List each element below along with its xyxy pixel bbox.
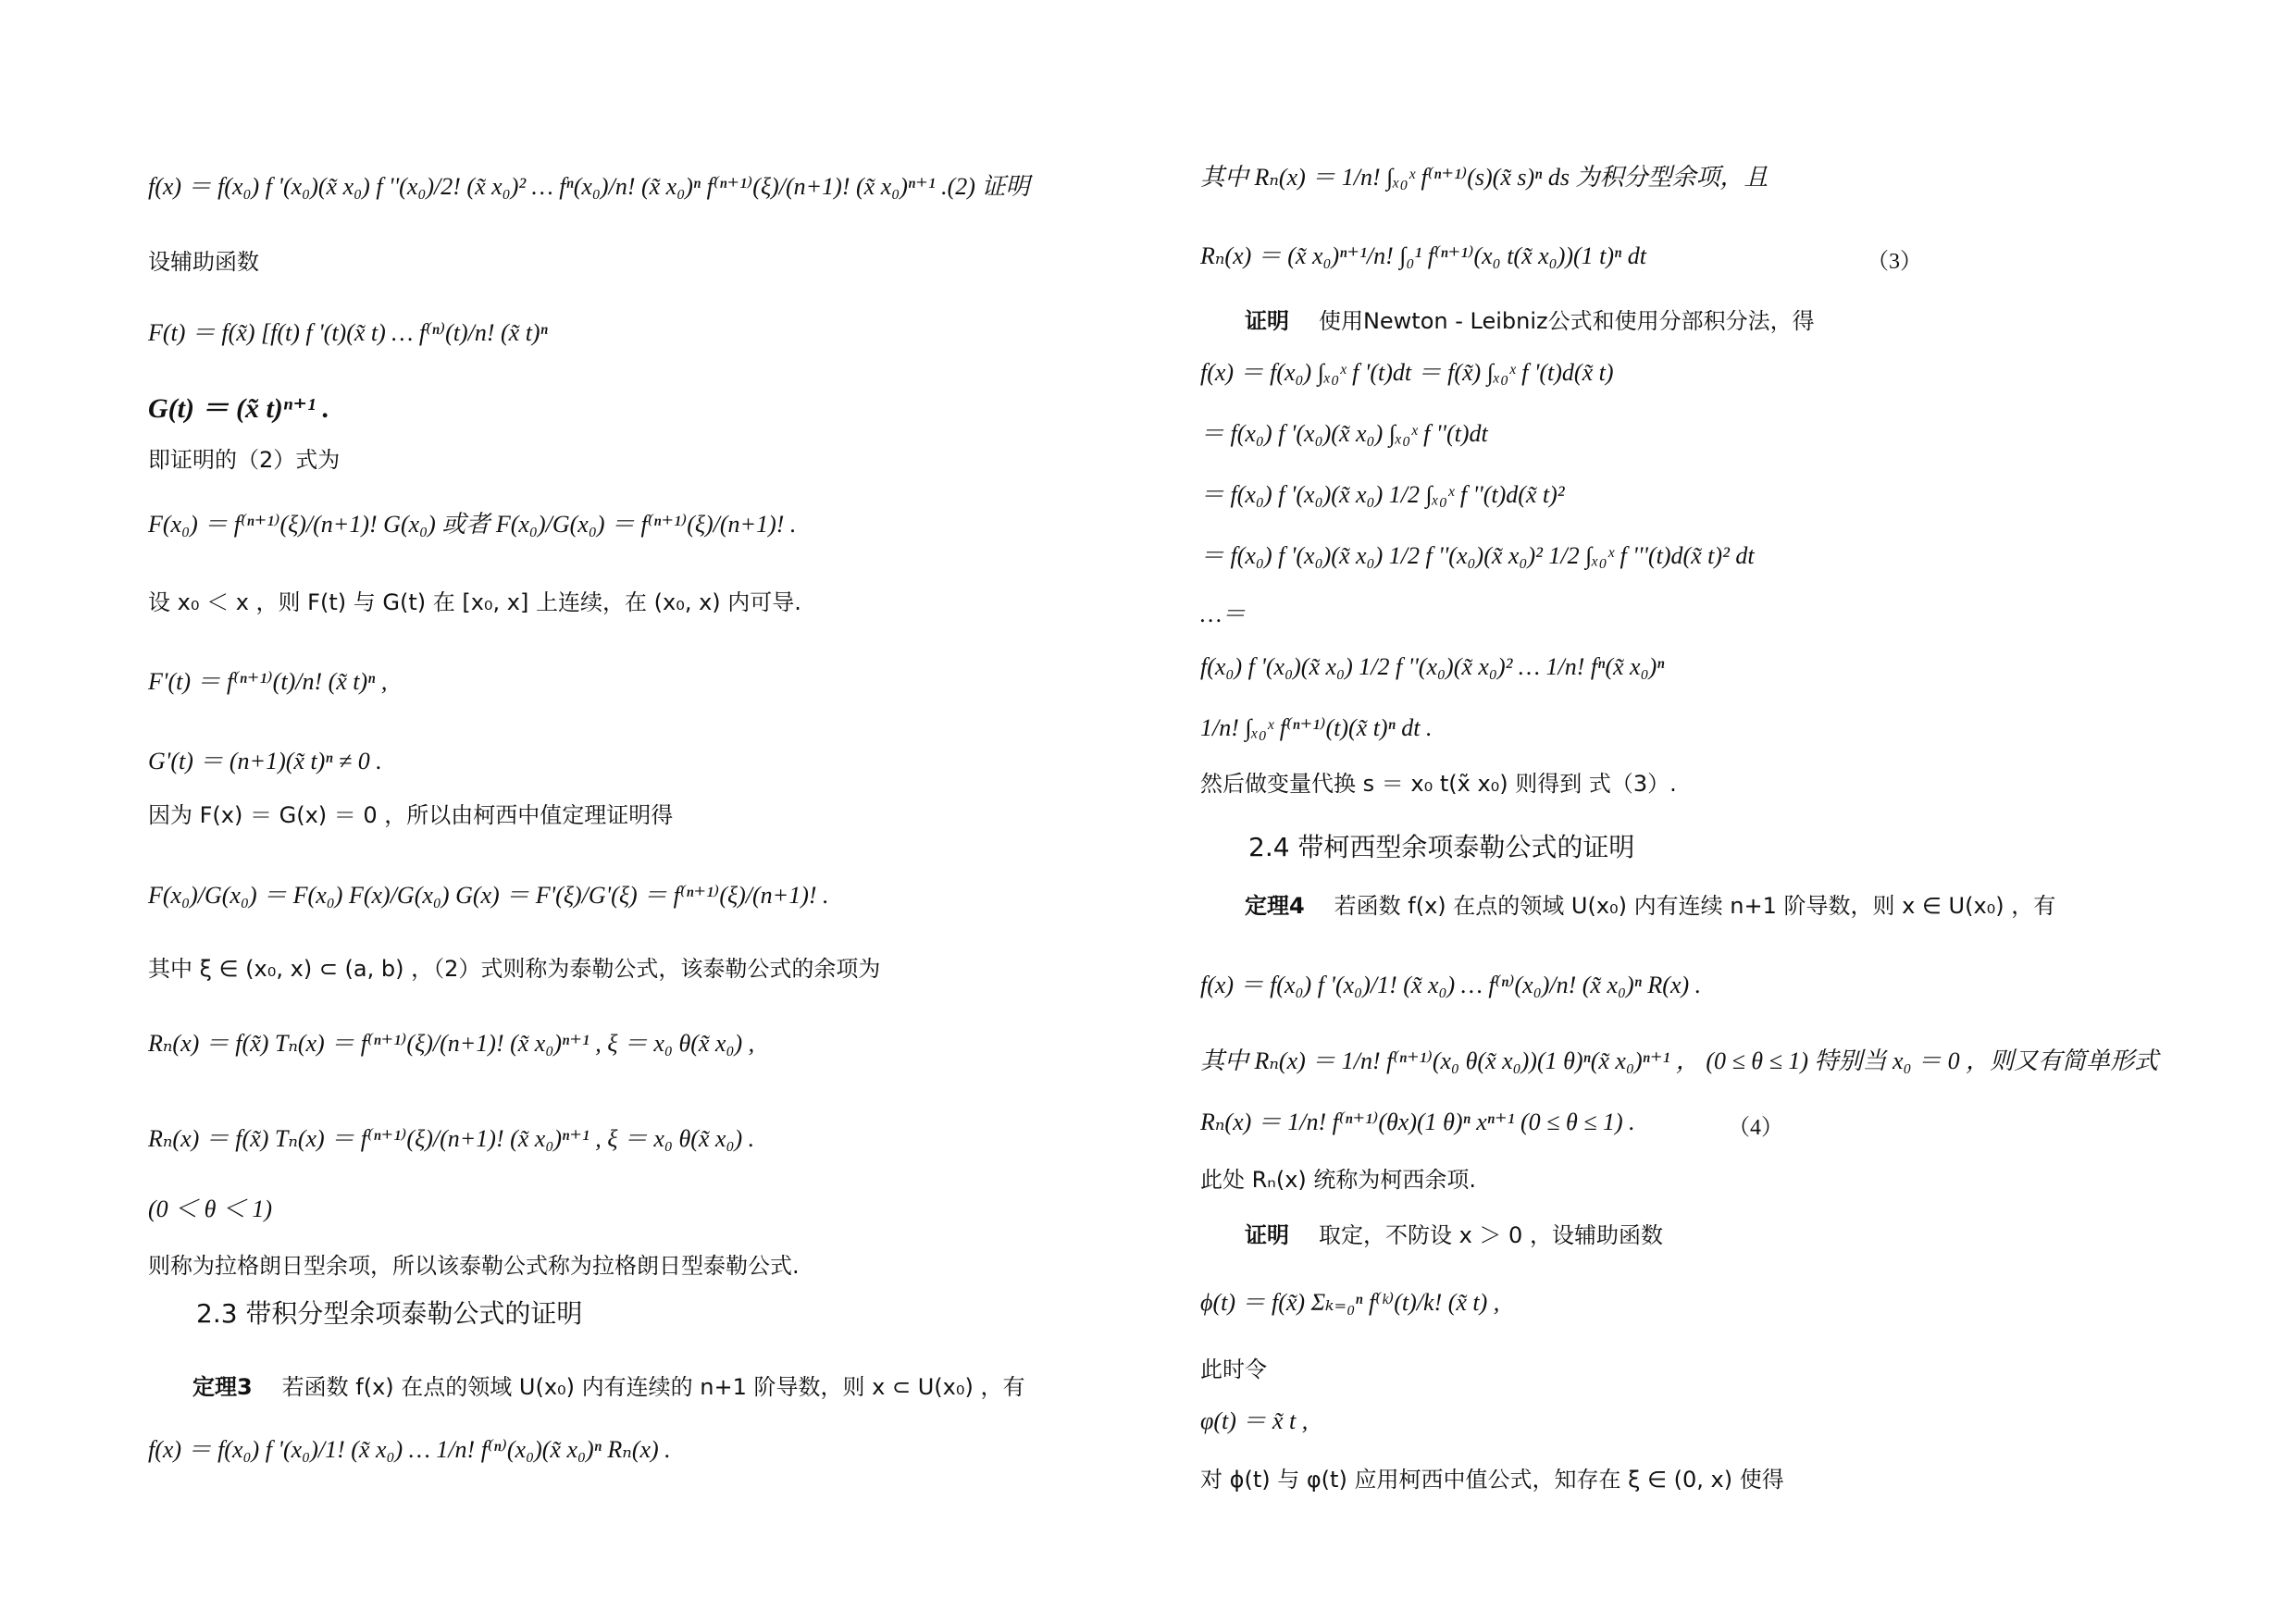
equation-derivation-3: ＝ f(x₀) f '(x₀)(x̃ x₀) 1/2 ∫ₓ₀ˣ f ''(t)d(x̃ t)² <box>1200 481 1565 508</box>
equation-Rn-integral: Rₙ(x) ＝ (x̃ x₀)ⁿ⁺¹/n! ∫₀¹ f⁽ⁿ⁺¹⁾(x₀ t(x̃ x₀))(1 t)ⁿ dt <box>1200 242 1646 269</box>
equation-Rn-1: Rₙ(x) ＝ f(x̃) Tₙ(x) ＝ f⁽ⁿ⁺¹⁾(ξ)/(n+1)! (x̃ x₀)ⁿ⁺¹ , ξ ＝ x₀ θ(x̃ x₀) , <box>148 1030 755 1057</box>
equation-phi: ϕ(t) ＝ f(x̃) Σₖ₌₀ⁿ f⁽ᵏ⁾(t)/k! (x̃ t) , <box>1200 1289 1500 1316</box>
section-heading-2-3: 2.3 带积分型余项泰勒公式的证明 <box>196 1298 583 1329</box>
equation-number-3: （3） <box>1867 250 1922 274</box>
theorem-3-statement: 若函数 f(x) 在点的领域 U(x₀) 内有连续的 n+1 阶导数，则 x ⊂ U(x₀) ，有 <box>281 1374 1025 1400</box>
equation-varphi: φ(t) ＝ x̃ t , <box>1200 1407 1309 1434</box>
text-proof-form: 即证明的（2）式为 <box>148 447 341 473</box>
equation-derivation-2: ＝ f(x₀) f '(x₀)(x̃ x₀) ∫ₓ₀ˣ f ''(t)dt <box>1200 420 1488 447</box>
taylor-formula-2: f(x) ＝ f(x₀) f '(x₀)(x̃ x₀) f ''(x₀)/2! (x̃ x₀)² … fⁿ(x₀)/n! (x̃ x₀)ⁿ f⁽ⁿ⁺¹⁾(ξ)/(n+1)! (x̃ x₀)ⁿ⁺¹ .(2) 证明 <box>148 173 1030 200</box>
equation-G-prime: G'(t) ＝ (n+1)(x̃ t)ⁿ ≠ 0 . <box>148 748 382 774</box>
equation-Rn-cauchy: 其中 Rₙ(x) ＝ 1/n! f⁽ⁿ⁺¹⁾(x₀ θ(x̃ x₀))(1 θ)ⁿ(x̃ x₀)ⁿ⁺¹ ， (0 ≤ θ ≤ 1) 特别当 x₀ ＝ 0 ，则又有简单形式 <box>1200 1047 2159 1074</box>
text-continuity: 设 x₀ ＜ x ，则 F(t) 与 G(t) 在 [x₀, x] 上连续，在 (x₀, x) 内可导. <box>148 589 801 615</box>
proof-text: 使用Newton - Leibniz公式和使用分部积分法，得 <box>1318 308 1815 334</box>
text-let: 此时令 <box>1200 1357 1267 1382</box>
equation-G-t: G(t) ＝ (x̃ t)ⁿ⁺¹ . <box>148 393 330 424</box>
theorem-4-statement: 若函数 f(x) 在点的领域 U(x₀) 内有连续 n+1 阶导数，则 x ∈ U(x₀) ，有 <box>1334 893 2056 919</box>
equation-ratio: F(x₀)/G(x₀) ＝ F(x₀) F(x)/G(x₀) G(x) ＝ F'(ξ)/G'(ξ) ＝ f⁽ⁿ⁺¹⁾(ξ)/(n+1)! . <box>148 882 829 909</box>
text-apply-cauchy: 对 ϕ(t) 与 φ(t) 应用柯西中值公式，知存在 ξ ∈ (0, x) 使得 <box>1200 1467 1784 1493</box>
equation-integral-remainder: 其中 Rₙ(x) ＝ 1/n! ∫ₓ₀ˣ f⁽ⁿ⁺¹⁾(s)(x̃ s)ⁿ ds 为积分型余项，且 <box>1200 164 1769 191</box>
proof-cauchy <box>1245 1221 1663 1249</box>
left-column <box>148 0 1166 1623</box>
theorem-3 <box>192 1373 1024 1401</box>
proof-cauchy-text: 取定，不防设 x ＞ 0 ，设辅助函数 <box>1318 1222 1663 1248</box>
equation-theta-range: (0 ＜ θ ＜ 1) <box>148 1196 273 1222</box>
equation-F-x0: F(x₀) ＝ f⁽ⁿ⁺¹⁾(ξ)/(n+1)! G(x₀) 或者 F(x₀)/G(x₀) ＝ f⁽ⁿ⁺¹⁾(ξ)/(n+1)! . <box>148 511 797 538</box>
equation-derivation-6: 1/n! ∫ₓ₀ˣ f⁽ⁿ⁺¹⁾(t)(x̃ t)ⁿ dt . <box>1200 714 1433 741</box>
right-column <box>1200 0 2218 1623</box>
text-auxiliary-function: 设辅助函数 <box>148 249 259 275</box>
equation-Rn-simple: Rₙ(x) ＝ 1/n! f⁽ⁿ⁺¹⁾(θx)(1 θ)ⁿ xⁿ⁺¹ (0 ≤ θ ≤ 1) . <box>1200 1109 1635 1135</box>
equation-F-prime: F'(t) ＝ f⁽ⁿ⁺¹⁾(t)/n! (x̃ t)ⁿ , <box>148 668 388 695</box>
text-variable-substitution: 然后做变量代换 s ＝ x₀ t(x̃ x₀) 则得到 式（3）. <box>1200 771 1677 797</box>
equation-ellipsis: …＝ <box>1200 601 1247 627</box>
text-cauchy-remainder: 此处 Rₙ(x) 统称为柯西余项. <box>1200 1167 1477 1193</box>
theorem-4 <box>1245 892 2055 920</box>
equation-F-t: F(t) ＝ f(x̃) [f(t) f '(t)(x̃ t) … f⁽ⁿ⁾(t)/n! (x̃ t)ⁿ <box>148 319 548 346</box>
proof-cauchy-label: 证明 <box>1245 1222 1289 1248</box>
equation-taylor-integral: f(x) ＝ f(x₀) f '(x₀)/1! (x̃ x₀) … 1/n! f⁽ⁿ⁾(x₀)(x̃ x₀)ⁿ Rₙ(x) . <box>148 1436 671 1463</box>
theorem-4-label: 定理4 <box>1245 893 1305 919</box>
equation-Rn-2: Rₙ(x) ＝ f(x̃) Tₙ(x) ＝ f⁽ⁿ⁺¹⁾(ξ)/(n+1)! (x̃ x₀)ⁿ⁺¹ , ξ ＝ x₀ θ(x̃ x₀) . <box>148 1125 755 1152</box>
equation-derivation-5: f(x₀) f '(x₀)(x̃ x₀) 1/2 f ''(x₀)(x̃ x₀)² … 1/n! fⁿ(x̃ x₀)ⁿ <box>1200 653 1665 680</box>
theorem-3-label: 定理3 <box>192 1374 253 1400</box>
equation-number-4: （4） <box>1728 1116 1783 1140</box>
text-taylor-remainder: 其中 ξ ∈ (x₀, x) ⊂ (a, b) ，（2）式则称为泰勒公式，该泰勒公式的余项为 <box>148 956 881 982</box>
text-lagrange-remainder: 则称为拉格朗日型余项，所以该泰勒公式称为拉格朗日型泰勒公式. <box>148 1253 800 1279</box>
section-heading-2-4: 2.4 带柯西型余项泰勒公式的证明 <box>1248 832 1635 862</box>
proof-label: 证明 <box>1245 308 1289 334</box>
equation-taylor-cauchy: f(x) ＝ f(x₀) f '(x₀)/1! (x̃ x₀) … f⁽ⁿ⁾(x₀)/n! (x̃ x₀)ⁿ R(x) . <box>1200 972 1702 998</box>
equation-derivation-4: ＝ f(x₀) f '(x₀)(x̃ x₀) 1/2 f ''(x₀)(x̃ x₀)² 1/2 ∫ₓ₀ˣ f '''(t)d(x̃ t)² dt <box>1200 542 1755 569</box>
proof-newton-leibniz <box>1245 307 1815 335</box>
text-cauchy-mean-value: 因为 F(x) ＝ G(x) ＝ 0 ，所以由柯西中值定理证明得 <box>148 802 674 828</box>
equation-derivation-1: f(x) ＝ f(x₀) ∫ₓ₀ˣ f '(t)dt ＝ f(x̃) ∫ₓ₀ˣ f '(t)d(x̃ t) <box>1200 359 1614 386</box>
